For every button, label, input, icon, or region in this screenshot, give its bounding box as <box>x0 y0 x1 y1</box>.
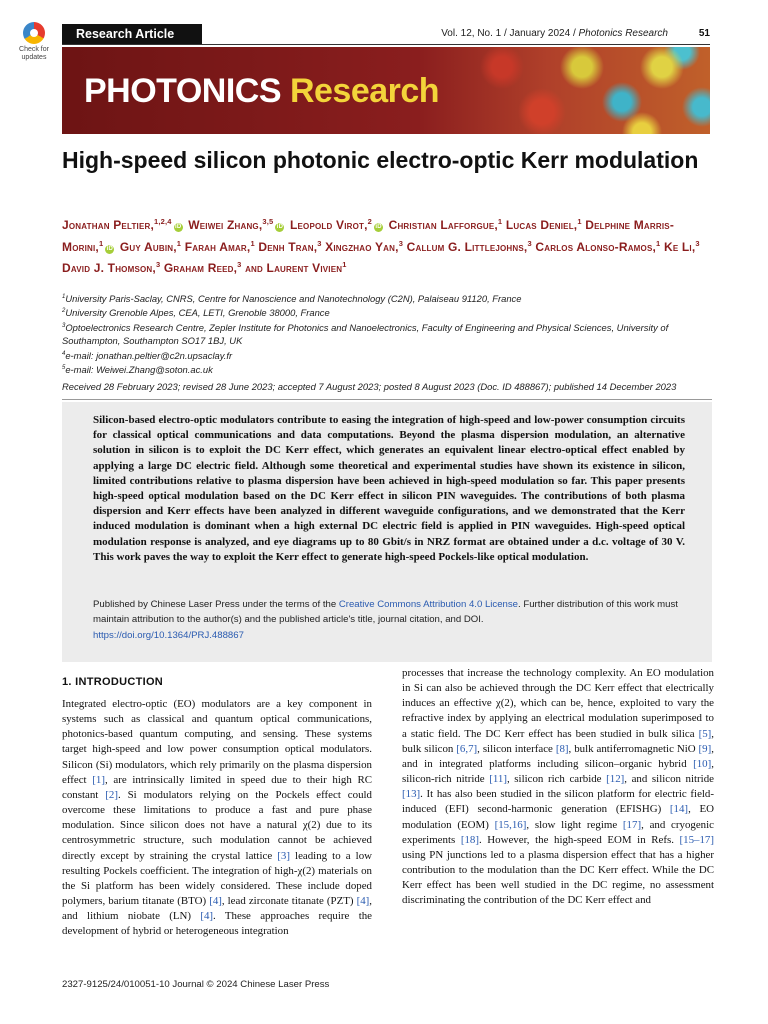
author-name: Delphine Marris-Morini, <box>62 218 675 254</box>
affiliation-line <box>62 362 712 376</box>
citation-link[interactable]: [4] <box>200 910 214 923</box>
author-name: Lucas Deniel, <box>505 218 578 232</box>
author-name: Jonathan Peltier, <box>62 218 154 232</box>
journal-citation <box>441 24 668 44</box>
affiliation-mark: 4 <box>62 350 66 357</box>
author-name: Leopold Virot, <box>289 218 368 232</box>
citation-link[interactable]: [15–17] <box>679 833 714 846</box>
license-text-2: . Further distribution of this work must maintain attribution to the author(s) and the published article's title, journal citation, and DOI. <box>93 599 678 626</box>
abstract-text: Silicon-based electro-optic modulators contribute to easing the integration of high-speed and low-power consumption circuits for classical optical communications and data computations. Beyond the plasma dispersion modulation, an alternative solution in silicon is to exploit the DC Kerr effect, which generates an equivalent linear electro-optical effect enabled by applying a large DC electric field. Although some theoretical and experimental studies have shown its existence in silicon, limited contributions relative to plasma dispersion have been achieved in high-speed modulation so far. This paper presents high-speed optical modulation based on the DC Kerr effect in silicon PIN waveguides. The contributions of both plasma dispersion and Kerr effects have been analyzed in different waveguide configurations, and we demonstrated that the Kerr induced modulation is dominant when a high external DC electric field is applied in PIN waveguides. High-speed optical modulation response is analyzed, and eye diagrams up to 80 Gbit/s in NRZ format are obtained under a d.c. voltage of 30 V. This work paves the way to exploit the Kerr effect to generate high-speed Pockels-like optical modulation. <box>93 414 685 563</box>
body-column-left <box>62 697 372 940</box>
affiliation-text: Optoelectronics Research Centre, Zepler Institute for Photonics and Nanoelectronics, Faculty of Engineering and Physical Sciences, University of Southampton, Southampton SO17 1BJ, UK <box>62 321 669 347</box>
author-name: Ke Li, <box>663 239 696 254</box>
author-list <box>62 213 712 278</box>
citation-link[interactable]: [11] <box>489 773 507 786</box>
author-affiliation-mark: 3 <box>398 238 404 248</box>
affiliation-line <box>62 305 712 319</box>
author-name: and Laurent Vivien <box>245 261 343 275</box>
publication-history: Received 28 February 2023; revised 28 June 2023; accepted 7 August 2023; posted 8 August 2023 (Doc. ID 488867); published 14 December 2023 <box>62 381 677 392</box>
author-name: Carlos Alonso-Ramos, <box>535 239 657 254</box>
author-affiliation-mark: 1,2,4 <box>154 217 172 226</box>
body-text: , and in integrated platforms including silicon–organic hybrid <box>402 742 714 770</box>
citation-link[interactable]: [6,7] <box>456 742 478 755</box>
author-affiliation-mark: 1 <box>656 238 661 248</box>
license-text-1: Published by Chinese Laser Press under the terms of the <box>93 599 339 610</box>
citation-link[interactable]: [13] <box>402 788 421 801</box>
citation-link[interactable]: [8] <box>555 742 569 755</box>
citation-link[interactable]: [5] <box>698 727 712 740</box>
body-text: , are intrinsically limited in speed due to their high RC constant <box>62 773 372 801</box>
citation-link[interactable]: [17] <box>622 818 642 831</box>
affiliation-mark: 3 <box>62 322 66 329</box>
body-text: , EO modulation (EOM) <box>402 803 715 831</box>
affiliations <box>62 291 712 376</box>
affiliation-mark: 1 <box>62 294 66 300</box>
body-text: , lead zirconate titanate (PZT) <box>221 895 357 908</box>
affiliation-mark: 5 <box>62 364 66 371</box>
affiliation-line <box>62 320 712 348</box>
body-text: . Si modulators relying on the Pockels effect could overcome these limitations to produce a fast and pure phase modulation. Since silicon does not have a natural χ(2) due to its centrosymmetric structure, such modulation cannot be achieved directly except by straining the crystal lattice <box>62 788 372 862</box>
author-name: Xingzhao Yan, <box>325 239 399 254</box>
body-column-right <box>402 666 714 909</box>
author-name: Callum G. Littlejohns, <box>406 239 528 254</box>
affiliation-line <box>62 348 712 362</box>
journal-header <box>62 24 710 44</box>
doi-link[interactable]: https://doi.org/10.1364/PRJ.488867 <box>93 629 244 641</box>
author-affiliation-mark: 1 <box>577 217 582 226</box>
citation-link[interactable]: [12] <box>606 773 625 786</box>
affiliation-text: e-mail: Weiwei.Zhang@soton.ac.uk <box>65 364 213 376</box>
author-name: Graham Reed, <box>163 261 238 275</box>
author-affiliation-mark: 3 <box>317 238 322 248</box>
citation-link[interactable]: [15,16] <box>494 818 527 831</box>
author-affiliation-mark: 3 <box>237 260 242 269</box>
badge-line-2: updates <box>21 54 47 61</box>
author-affiliation-mark: 2 <box>367 217 373 226</box>
paper-title: High-speed silicon photonic electro-optic Kerr modulation <box>62 147 699 173</box>
body-text: , and lithium niobate (LN) <box>62 895 372 923</box>
citation-prefix: Vol. 12, No. 1 / January 2024 / <box>441 28 579 39</box>
orcid-icon[interactable]: iD <box>375 224 382 230</box>
body-text: . These approaches require the development of hybrid or heterogeneous integration <box>62 910 372 938</box>
author-affiliation-mark: 3 <box>527 238 532 248</box>
page-number: 51 <box>698 28 710 39</box>
citation-link[interactable]: [1] <box>92 773 105 786</box>
license-statement <box>93 597 693 643</box>
header-divider <box>62 44 710 45</box>
citation-link[interactable]: [3] <box>277 849 290 862</box>
badge-line-1: Check for <box>19 46 49 53</box>
citation-link[interactable]: [2] <box>105 788 118 801</box>
body-text: processes that increase the technology complexity. An EO modulation in Si can also be achieved through the DC Kerr effect that electrically induces an effective χ(2), which can be, hence, exploited to vary the refractive index by applying an electrical modulation superimposed to a static field. The DC Kerr effect has been studied in bulk silica <box>402 667 714 740</box>
author-affiliation-mark: 1 <box>250 238 255 248</box>
journal-logo <box>84 71 439 111</box>
body-text: , slow light regime <box>526 818 623 831</box>
affiliation-text: University Grenoble Alpes, CEA, LETI, Grenoble 38000, France <box>65 307 330 319</box>
article-type-label: Research Article <box>62 24 202 44</box>
author-name: Christian Lafforgue, <box>388 218 498 232</box>
author-affiliation-mark: 3 <box>695 238 700 248</box>
citation-link[interactable]: [10] <box>693 757 712 770</box>
author-affiliation-mark: 3 <box>155 260 161 269</box>
citation-link[interactable]: [4] <box>356 895 370 908</box>
logo-word-photonics: PHOTONICS <box>84 72 282 110</box>
body-text: Integrated electro-optic (EO) modulators are a key component in systems such as classical and quantum optical communications, photonics-based quantum computing, and sensing. These systems target high-speed and low power consumption optical modulators. Silicon (Si) modulators, which rely primarily on the plasma dispersion effect <box>62 698 372 786</box>
body-text: , silicon interface <box>477 742 556 755</box>
body-text: , bulk antiferromagnetic NiO <box>568 742 699 755</box>
affiliation-text: e-mail: jonathan.peltier@c2n.upsaclay.fr <box>65 349 233 361</box>
orcid-icon[interactable]: iD <box>174 224 182 230</box>
affiliation-text: University Paris-Saclay, CNRS, Centre for Nanoscience and Nanotechnology (C2N), Palaiseau 91120, France <box>65 293 522 305</box>
body-text: , and cryogenic experiments <box>402 818 714 846</box>
author-name: Farah Amar, <box>184 239 251 254</box>
author-affiliation-mark: 3,5 <box>262 217 274 226</box>
author-affiliation-mark: 1 <box>176 238 182 248</box>
footer-issn: 2327-9125/24/010051-10 Journal © 2024 Chinese Laser Press <box>62 979 330 990</box>
author-affiliation-mark: 1 <box>98 238 104 248</box>
body-text: , silicon rich carbide <box>506 773 607 786</box>
citation-link[interactable]: [4] <box>209 895 222 908</box>
citation-link[interactable]: [9] <box>698 742 712 755</box>
author-affiliation-mark: 1 <box>497 217 503 226</box>
body-text: , bulk silicon <box>402 727 714 755</box>
license-link[interactable]: Creative Commons Attribution 4.0 License <box>338 599 519 610</box>
body-text: , silicon-rich nitride <box>402 757 714 786</box>
orcid-icon[interactable]: iD <box>106 245 114 252</box>
author-name: Denh Tran, <box>258 239 318 254</box>
author-name: Weiwei Zhang, <box>188 218 263 232</box>
journal-name: Photonics Research <box>578 28 668 39</box>
section-heading: 1. INTRODUCTION <box>62 676 164 688</box>
journal-banner <box>62 47 710 134</box>
author-affiliation-mark: 1 <box>342 260 347 269</box>
check-for-updates-badge[interactable] <box>14 22 54 62</box>
citation-link[interactable]: [14] <box>669 803 689 816</box>
body-text: using PN junctions led to a plasma dispersion effect that has a higher contribution to the modulation than the DC Kerr effect. While the DC Kerr effect has been well studied in the DC regime, no assessment discriminating the contribution of the DC Kerr effect and <box>402 848 714 907</box>
body-text: leading to a low resulting Pockels coefficient. The integration of high-χ(2) materials on the Si platform has been widely considered. These include doped polymers, barium titanate (BTO) <box>62 849 372 908</box>
body-text: . However, the high-speed EOM in Refs. <box>478 833 680 846</box>
affiliation-line <box>62 291 712 305</box>
author-name: David J. Thomson, <box>62 261 156 275</box>
citation-link[interactable]: [18] <box>460 833 479 846</box>
history-divider <box>62 399 712 400</box>
body-text: . It has also been studied in the silicon platform for electric field-induced (EFI) second-harmonic generation (EFISHG) <box>402 788 714 816</box>
affiliation-mark: 2 <box>62 308 66 315</box>
author-name: Guy Aubin, <box>119 239 177 254</box>
crossmark-icon <box>23 22 45 44</box>
body-text: , and silicon nitride <box>624 773 714 786</box>
orcid-icon[interactable]: iD <box>276 224 284 230</box>
logo-word-research: Research <box>289 72 440 110</box>
